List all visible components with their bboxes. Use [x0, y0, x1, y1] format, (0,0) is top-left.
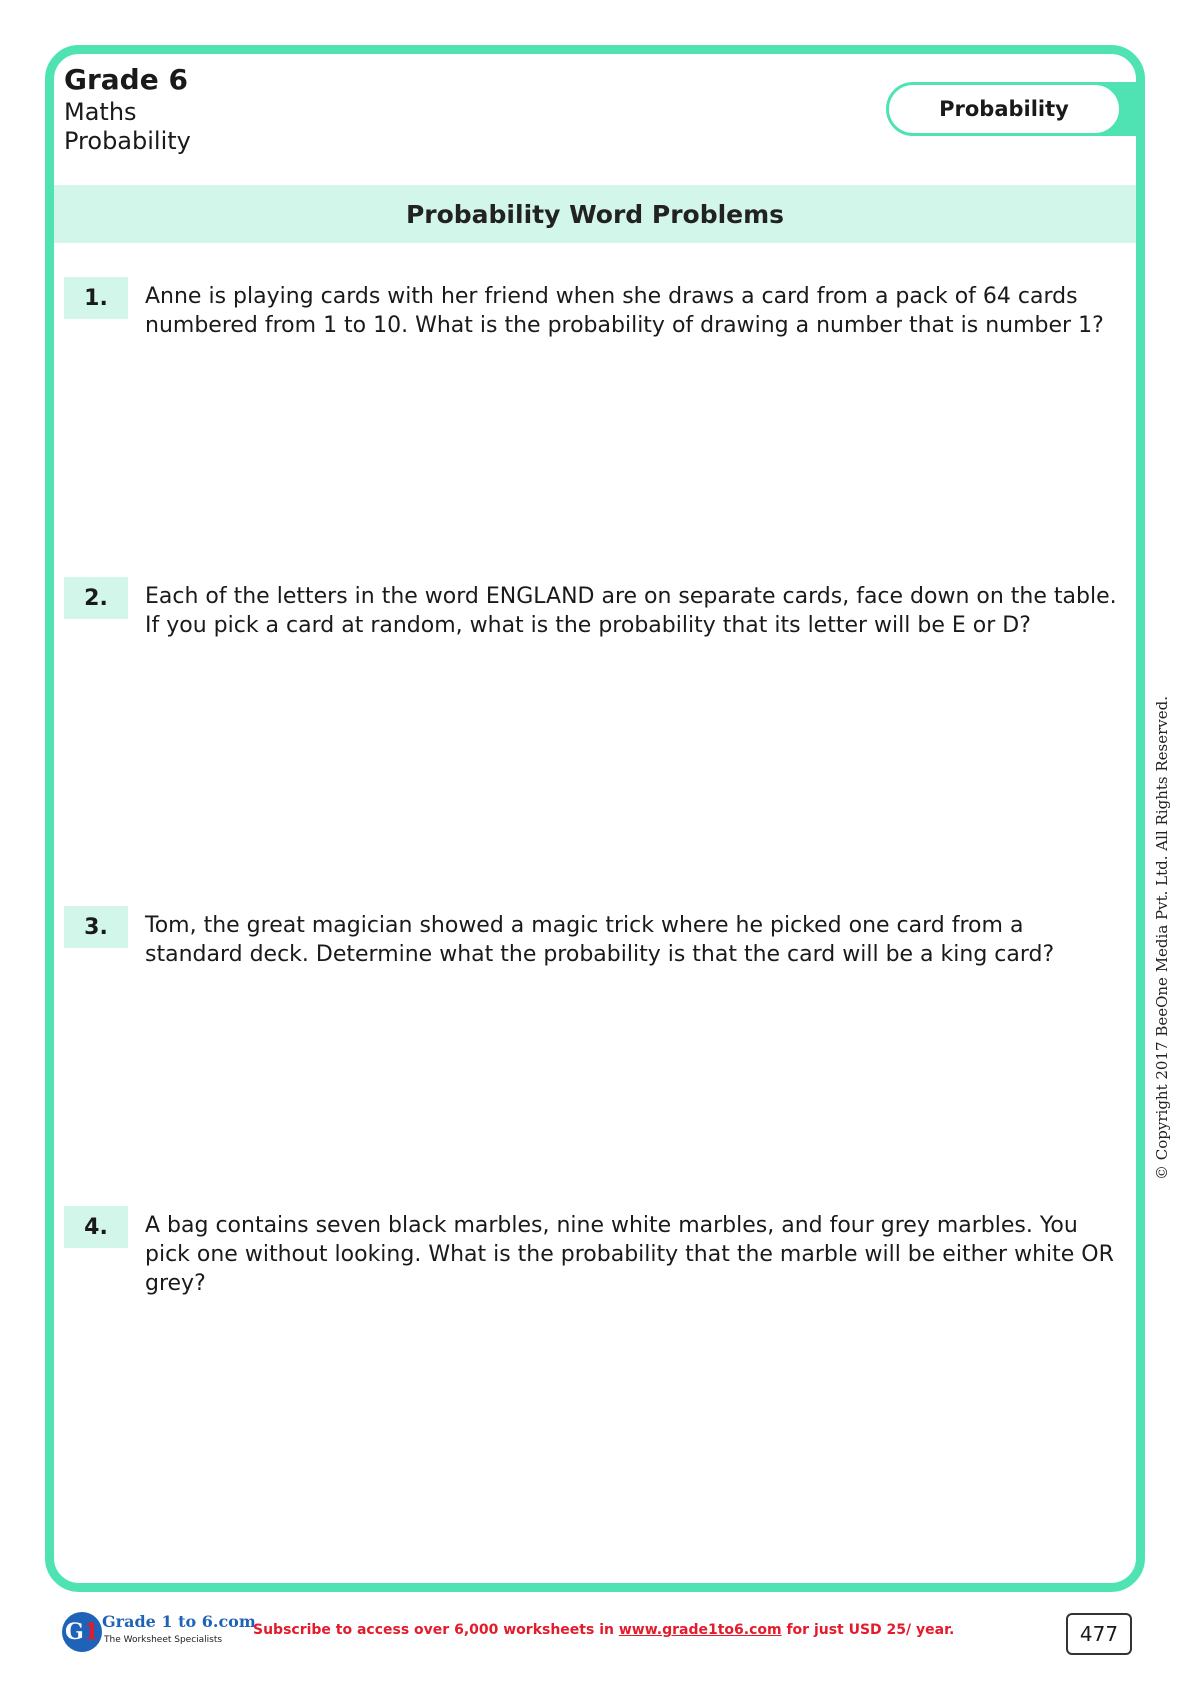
topic-label: Probability — [64, 127, 191, 155]
page-number: 477 — [1066, 1613, 1132, 1655]
subject-label: Maths — [64, 98, 137, 126]
question-number-4: 4. — [64, 1206, 128, 1248]
subscribe-link[interactable]: www.grade1to6.com — [618, 1622, 782, 1638]
subscribe-suffix: for just USD 25/ year. — [781, 1622, 955, 1638]
worksheet-frame — [45, 45, 1145, 1592]
question-number-3: 3. — [64, 906, 128, 948]
question-text-3: Tom, the great magician showed a magic trick where he picked one card from a standard deck. Determine what the probability is that the card will be a king card? — [145, 913, 1055, 967]
logo-name: Grade 1 to 6.com — [102, 1612, 256, 1631]
question-number-2: 2. — [64, 577, 128, 619]
worksheet-title: Probability Word Problems — [54, 185, 1136, 243]
topic-badge: Probability — [886, 82, 1122, 136]
question-text-4: A bag contains seven black marbles, nine white marbles, and four grey marbles. You pick one without looking. What is the probability that the marble will be either white OR grey? — [145, 1213, 1114, 1296]
subscribe-banner — [253, 1622, 954, 1638]
logo-tagline: The Worksheet Specialists — [104, 1635, 223, 1645]
logo-mark-icon: G 1 — [62, 1612, 102, 1652]
copyright-notice: © Copyright 2017 BeeOne Media Pvt. Ltd. All Rights Reserved. — [1153, 696, 1171, 1180]
question-number-1: 1. — [64, 277, 128, 319]
brand-logo[interactable] — [62, 1610, 256, 1656]
grade-label: Grade 6 — [64, 63, 188, 96]
question-text-2: Each of the letters in the word ENGLAND are on separate cards, face down on the table. If you pick a card at random, what is the probability that its letter will be E or D? — [145, 584, 1117, 638]
question-text-1: Anne is playing cards with her friend when she draws a card from a pack of 64 cards numbered from 1 to 10. What is the probability of drawing a number that is number 1? — [145, 284, 1104, 338]
subscribe-prefix: Subscribe to access over 6,000 worksheets in — [253, 1622, 619, 1638]
